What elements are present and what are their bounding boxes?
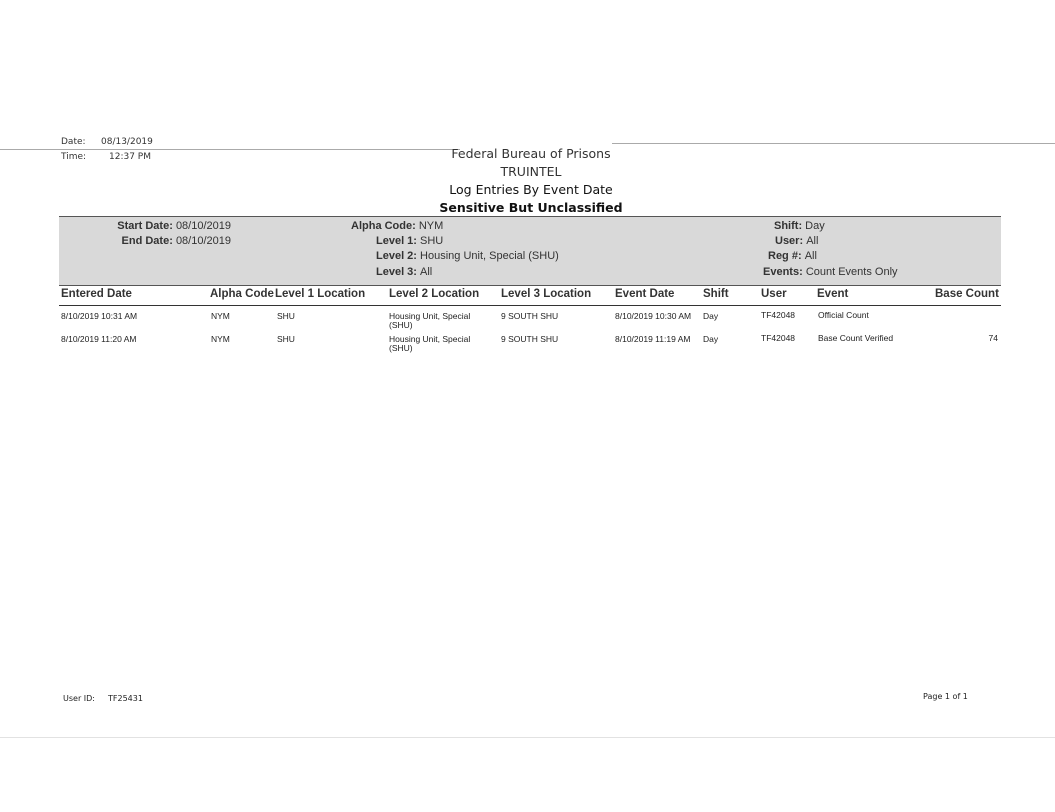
level2 (376, 250, 559, 262)
cell-level2-line1: Housing Unit, Special (389, 311, 471, 321)
cell-alpha-code: NYM (211, 311, 230, 321)
time-value: 12:37 PM (109, 152, 151, 162)
cell-level2-line1: Housing Unit, Special (389, 334, 471, 344)
report-title-block (380, 145, 682, 217)
agency-name: Federal Bureau of Prisons (451, 146, 611, 161)
user-value: All (806, 235, 819, 247)
col-level3-location: Level 3 Location (501, 288, 592, 300)
user (775, 235, 818, 247)
cell-level3: 9 SOUTH SHU (501, 311, 559, 321)
scan-line-top-right (612, 143, 1055, 144)
col-event: Event (817, 288, 849, 300)
level1-label: Level 1: (376, 235, 417, 247)
shift-value: Day (805, 220, 825, 232)
shift (774, 220, 825, 232)
report-title: Log Entries By Event Date (449, 182, 613, 197)
end-date (59, 235, 231, 247)
col-event-date: Event Date (615, 288, 675, 300)
level3-value: All (420, 266, 433, 278)
col-entered-date: Entered Date (61, 288, 132, 300)
classification: Sensitive But Unclassified (439, 200, 623, 215)
cell-level2-line2: (SHU) (389, 320, 413, 330)
cell-user: TF42048 (761, 310, 796, 320)
page-number: Page 1 of 1 (923, 692, 968, 701)
cell-entered-date: 8/10/2019 10:31 AM (61, 311, 138, 321)
col-level1-location: Level 1 Location (275, 288, 366, 300)
report-criteria-band (59, 216, 1001, 286)
cell-entered-date: 8/10/2019 11:20 AM (61, 334, 137, 344)
cell-event-date: 8/10/2019 11:19 AM (615, 334, 691, 344)
events (763, 266, 898, 278)
level1-value: SHU (420, 235, 444, 247)
cell-level1: SHU (277, 311, 295, 321)
start-date-label: Start Date: (117, 220, 173, 232)
cell-level2 (389, 312, 470, 330)
cell-level2-line2: (SHU) (389, 343, 413, 353)
user-id-label: User ID: (63, 694, 95, 703)
scan-line-bottom (0, 737, 1055, 738)
col-level2-location: Level 2 Location (389, 288, 480, 300)
level2-label: Level 2: (376, 250, 417, 262)
level2-value: Housing Unit, Special (SHU) (420, 250, 559, 262)
end-date-label: End Date: (121, 235, 173, 247)
col-user: User (761, 288, 787, 300)
cell-level2 (389, 335, 470, 353)
col-shift: Shift (703, 288, 729, 300)
system-name: TRUINTEL (500, 164, 562, 179)
start-date-value: 08/10/2019 (175, 220, 231, 232)
date-label: Date: (61, 137, 86, 147)
reg-number (768, 250, 817, 262)
events-value: Count Events Only (805, 266, 898, 278)
level3-label: Level 3: (376, 266, 417, 278)
date-value: 08/13/2019 (101, 137, 153, 147)
cell-event: Base Count Verified (818, 333, 894, 343)
header-rule (59, 305, 1001, 306)
alpha-code-value: NYM (418, 220, 444, 232)
cell-event-date: 8/10/2019 10:30 AM (615, 311, 692, 321)
end-date-value: 08/10/2019 (175, 235, 231, 247)
cell-user: TF42048 (761, 333, 796, 343)
user-id-value: TF25431 (108, 694, 143, 703)
start-date (59, 220, 231, 232)
col-base-count: Base Count (935, 288, 999, 300)
cell-base-count: 74 (988, 333, 998, 343)
user-label: User: (775, 235, 804, 247)
cell-level1: SHU (277, 334, 295, 344)
cell-event: Official Count (818, 310, 869, 320)
cell-level3: 9 SOUTH SHU (501, 334, 559, 344)
alpha-code-label: Alpha Code: (351, 220, 416, 232)
alpha-code (351, 220, 443, 232)
cell-alpha-code: NYM (211, 334, 230, 344)
col-alpha-code: Alpha Code (210, 288, 274, 300)
level1 (376, 235, 443, 247)
events-label: Events: (763, 266, 803, 278)
cell-shift: Day (703, 334, 719, 344)
time-label: Time: (61, 152, 87, 162)
cell-shift: Day (703, 311, 719, 321)
shift-label: Shift: (774, 220, 803, 232)
level3 (376, 266, 432, 278)
reg-label: Reg #: (768, 250, 802, 262)
reg-value: All (804, 250, 817, 262)
